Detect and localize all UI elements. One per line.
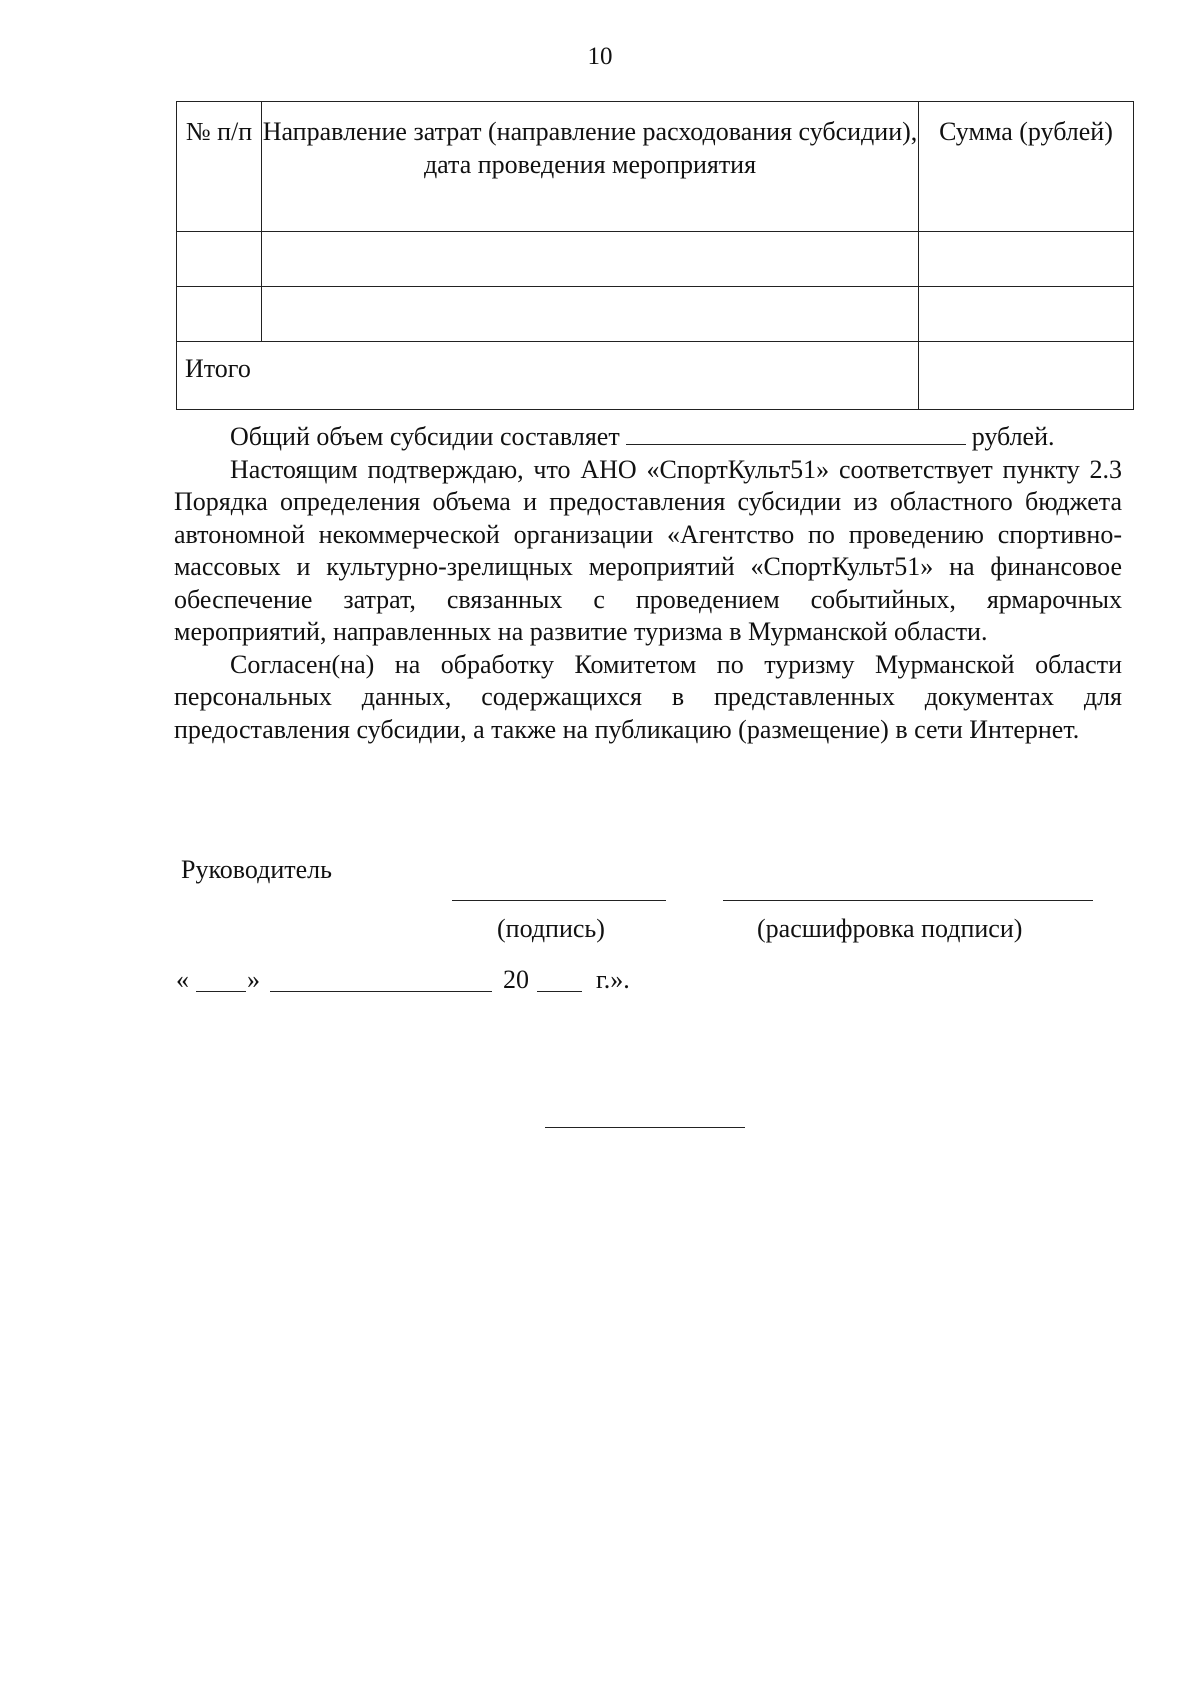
signature-caption: (подпись): [497, 914, 605, 943]
cell-sum[interactable]: [919, 232, 1134, 287]
date-close-quote: »: [247, 965, 260, 994]
signature-line[interactable]: [452, 900, 666, 901]
cost-table: [176, 101, 1134, 410]
total-label: Итого: [177, 342, 919, 410]
date-open-quote: «: [176, 965, 189, 994]
total-value[interactable]: [919, 342, 1134, 410]
header-direction: Направление затрат (направление расходования субсидии), дата проведения мероприятия: [262, 102, 919, 232]
date-month-field[interactable]: [270, 991, 492, 992]
table-row: [177, 287, 1134, 342]
subsidy-total-prefix: Общий объем субсидии составляет: [230, 422, 620, 451]
subsidy-total-suffix: рублей.: [971, 422, 1055, 451]
table-header-row: [177, 102, 1134, 232]
table-row: [177, 232, 1134, 287]
date-year-field[interactable]: [537, 991, 582, 992]
date-year-prefix: 20: [503, 965, 529, 994]
cell-num[interactable]: [177, 287, 262, 342]
date-year-suffix: г.».: [596, 965, 630, 994]
confirmation-paragraph: Настоящим подтверждаю, что АНО «СпортКульт51» соответствует пункту 2.3 Порядка определения объема и предоставления субсидии из областного бюджета автономной некоммерческой организации «Агентство по проведению спортивно-массовых и культурно-зрелищных мероприятий «СпортКульт51» на финансовое обеспечение затрат, связанных с проведением событийных, ярмарочных мероприятий, направленных на развитие туризма в Мурманской области.: [174, 454, 1122, 646]
signature-decode-caption: (расшифровка подписи): [757, 914, 1023, 943]
signature-decode-line[interactable]: [723, 900, 1093, 901]
page-number: 10: [587, 43, 613, 70]
table-total-row: [177, 342, 1134, 410]
signer-role: Руководитель: [181, 855, 332, 884]
closing-separator-line: [545, 1127, 745, 1128]
consent-paragraph: Согласен(на) на обработку Комитетом по туризму Мурманской области персональных данных, содержащихся в представленных документах для предоставления субсидии, а также на публикацию (размещение) в сети Интернет.: [174, 649, 1122, 744]
header-sum: Сумма (рублей): [919, 102, 1134, 232]
date-day-field[interactable]: [196, 991, 246, 992]
cell-num[interactable]: [177, 232, 262, 287]
subsidy-amount-field[interactable]: [626, 422, 966, 445]
subsidy-total-line: [174, 421, 1122, 454]
cell-direction[interactable]: [262, 287, 919, 342]
cell-direction[interactable]: [262, 232, 919, 287]
header-num: № п/п: [177, 102, 262, 232]
cell-sum[interactable]: [919, 287, 1134, 342]
document-body: [174, 421, 1122, 746]
